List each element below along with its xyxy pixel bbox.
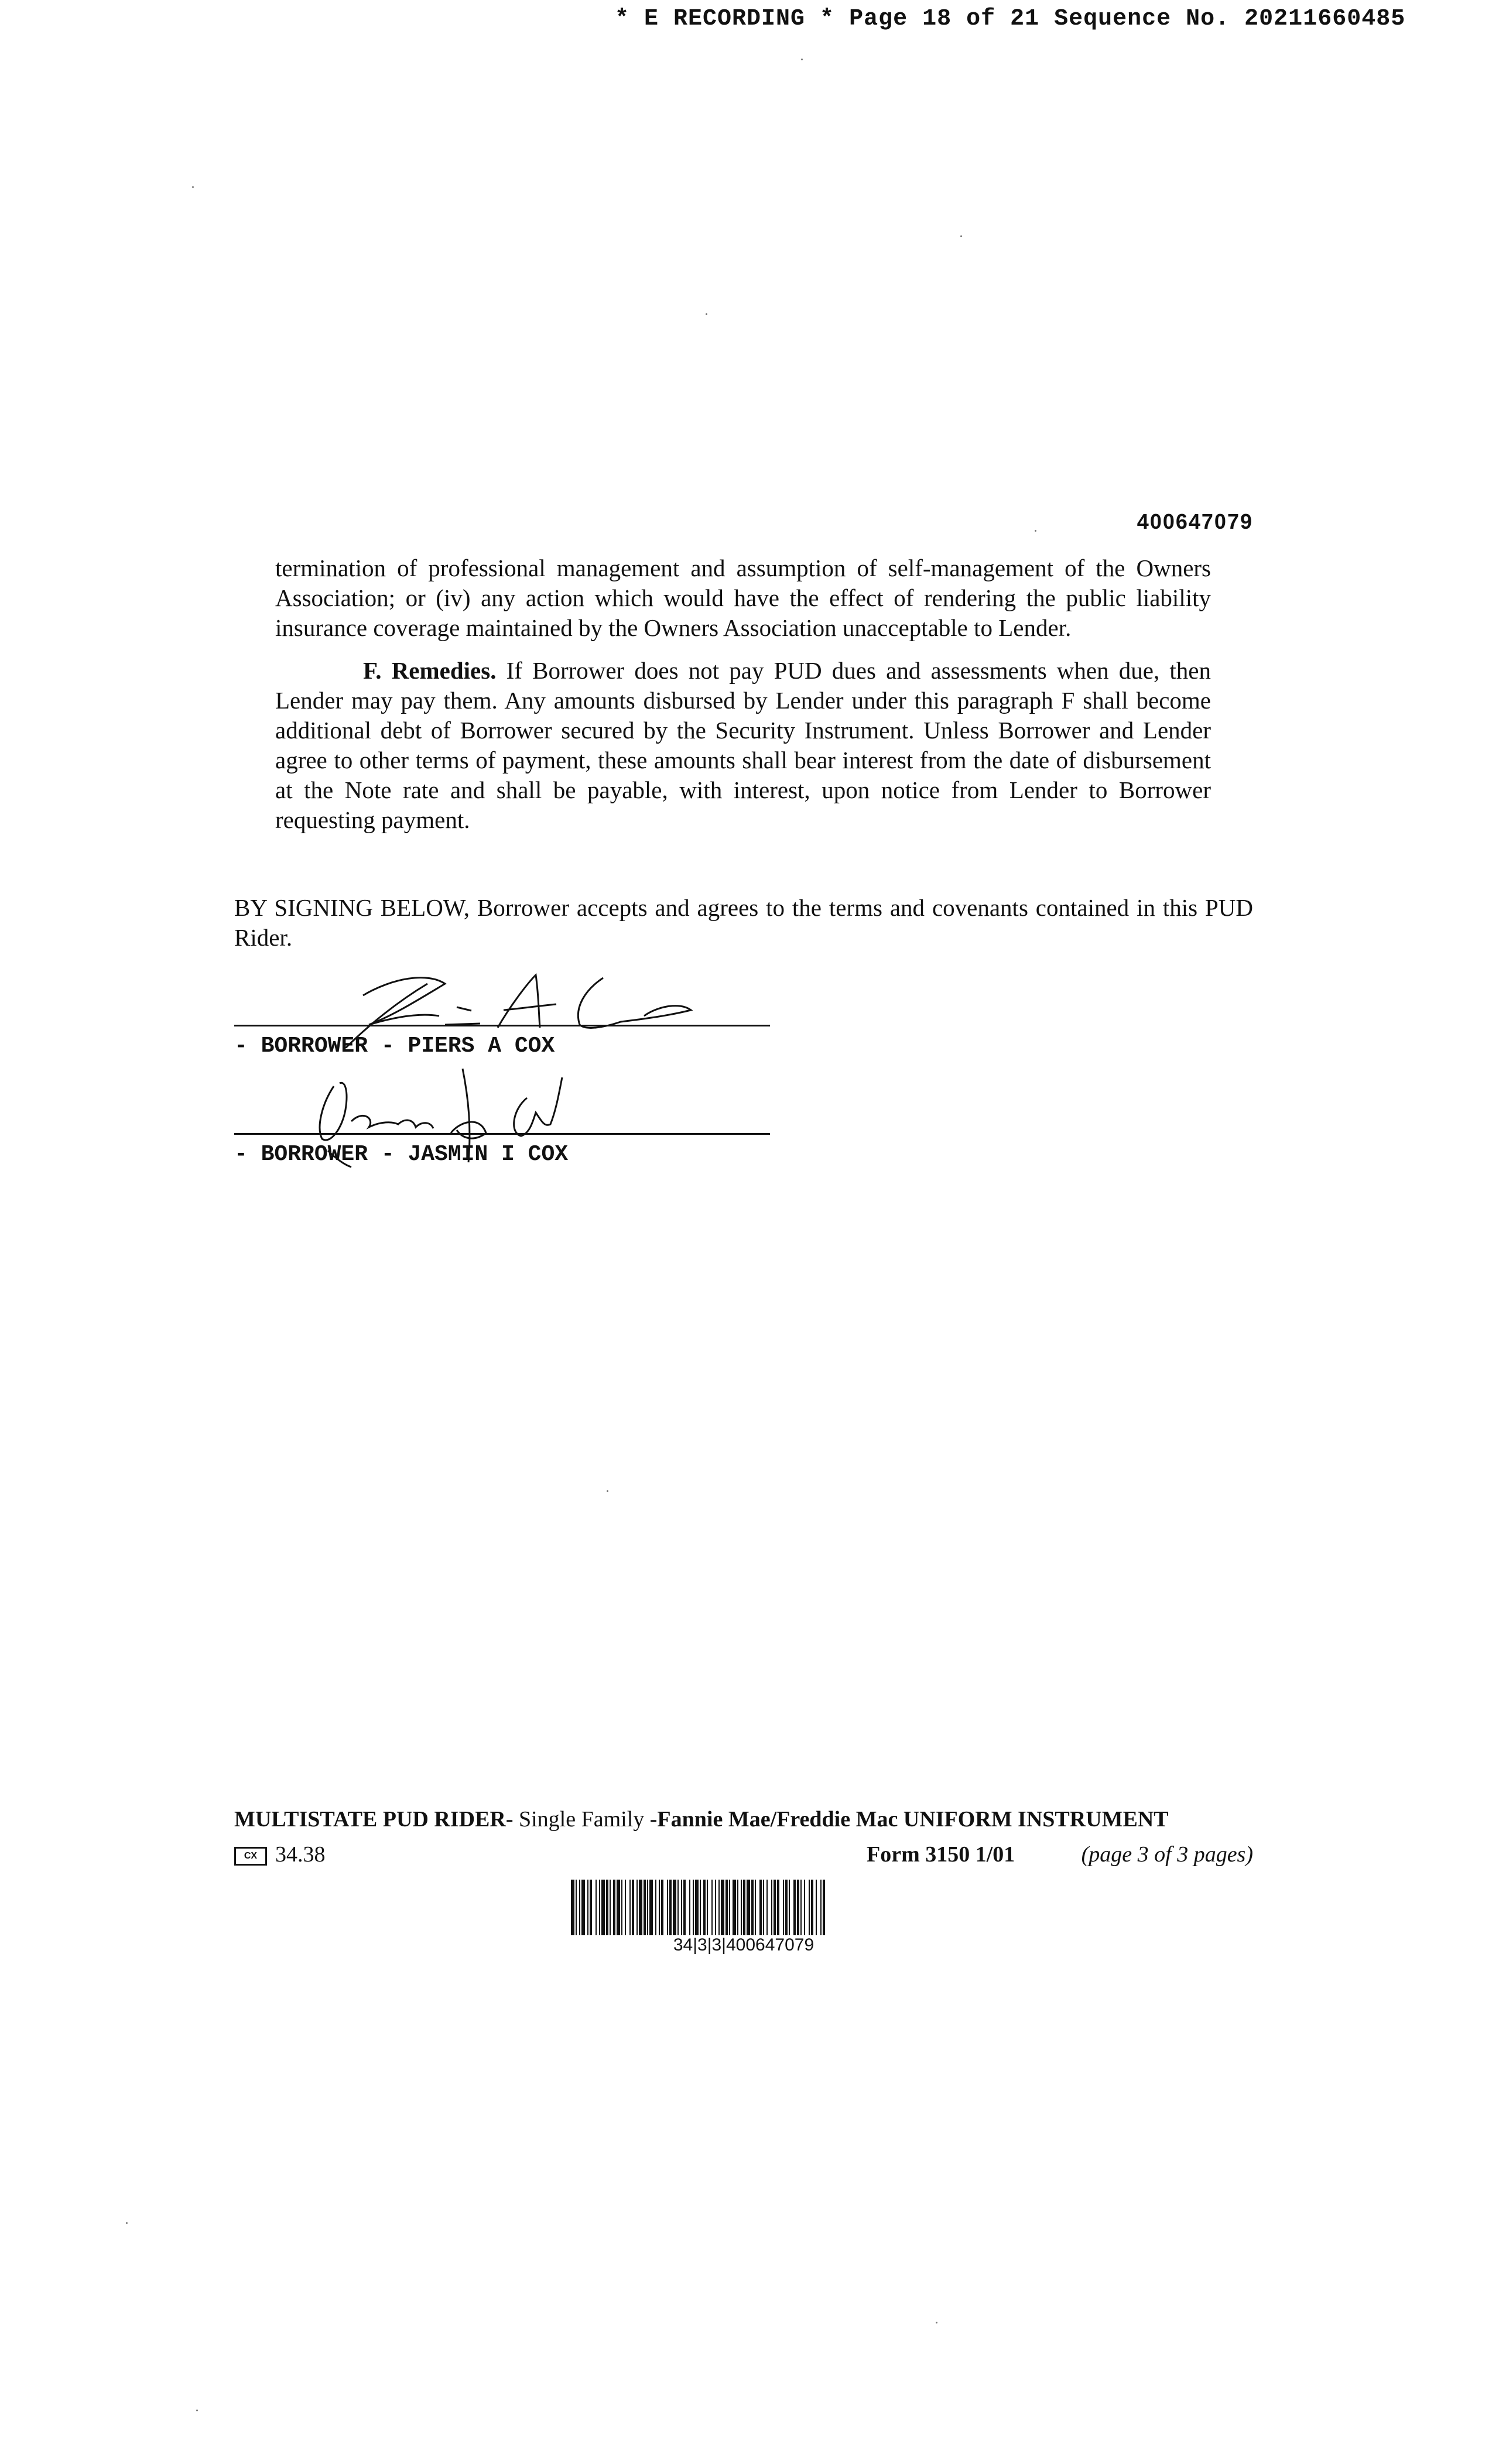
signature-line-1: [234, 1025, 770, 1026]
recording-header: * E RECORDING * Page 18 of 21 Sequence No. 20211660485: [615, 6, 1406, 32]
barcode-bar: [711, 1880, 713, 1935]
scan-speck: [196, 2410, 198, 2411]
barcode-bar: [729, 1880, 730, 1935]
barcode-bar: [718, 1880, 720, 1935]
form-title-bold-2: -Fannie Mae/Freddie Mac UNIFORM INSTRUMENT: [649, 1807, 1169, 1832]
barcode-bar: [689, 1880, 690, 1935]
scan-speck: [1035, 530, 1036, 532]
scan-speck: [706, 313, 707, 315]
barcode-bar: [715, 1880, 716, 1935]
barcode-bar: [695, 1880, 699, 1935]
form-title-bold-1: MULTISTATE PUD RIDER-: [234, 1807, 514, 1832]
barcode-bar: [629, 1880, 631, 1935]
barcode-bar: [590, 1880, 592, 1935]
barcode-bar: [661, 1880, 663, 1935]
barcode-bar: [771, 1880, 772, 1935]
form-footer-row: [234, 1842, 1253, 1867]
barcode-bar: [669, 1880, 672, 1935]
scan-speck: [801, 59, 803, 60]
barcode-bar: [587, 1880, 588, 1935]
barcode-bar: [617, 1880, 620, 1935]
barcode-bar: [759, 1880, 762, 1935]
barcode-text: 34|3|3|400647079: [673, 1935, 814, 1955]
scan-speck: [126, 2222, 128, 2224]
barcode-bar: [747, 1880, 750, 1935]
barcode-bar: [793, 1880, 796, 1935]
barcode-bar: [707, 1880, 708, 1935]
signature-label-1: - BORROWER - PIERS A COX: [234, 1033, 555, 1059]
barcode-bar: [789, 1880, 790, 1935]
barcode-bar: [733, 1880, 736, 1935]
barcode-bar: [800, 1880, 802, 1935]
barcode-bar: [703, 1880, 706, 1935]
barcode-bar: [785, 1880, 788, 1935]
barcode-bar: [755, 1880, 756, 1935]
barcode-bar: [636, 1880, 638, 1935]
signature-line-2: [234, 1133, 770, 1135]
barcode-bar: [700, 1880, 701, 1935]
scan-speck: [607, 1490, 608, 1492]
barcode-bar: [766, 1880, 768, 1935]
barcode-bar: [820, 1880, 822, 1935]
barcode-bar: [816, 1880, 817, 1935]
remedies-body: If Borrower does not pay PUD dues and assessments when due, then Lender may pay them. Any amounts disbursed by Lender under this paragraph F shall become additional debt of Borrower secured by the Security Instrument. Unless Borrower and Lender agree to other terms of payment, these amounts shall bear interest from the date of disbursement at the Note rate and shall be payable, with interest, upon notice from Lender to Borrower requesting payment.: [275, 657, 1211, 833]
barcode-bar: [777, 1880, 779, 1935]
barcode-bar: [576, 1880, 577, 1935]
page-indicator: (page 3 of 3 pages): [1081, 1842, 1253, 1867]
form-title: [234, 1806, 1169, 1832]
barcode-bar: [579, 1880, 580, 1935]
barcode-bar: [811, 1880, 813, 1935]
barcode-bar: [667, 1880, 668, 1935]
barcode-bar: [647, 1880, 648, 1935]
barcode-bar: [601, 1880, 605, 1935]
barcode-bar: [644, 1880, 646, 1935]
barcode-bar: [725, 1880, 728, 1935]
form-number: Form 3150 1/01: [867, 1842, 1015, 1867]
barcode-icon: [571, 1880, 916, 1935]
barcode-bar: [621, 1880, 622, 1935]
barcode-bar: [797, 1880, 799, 1935]
barcode-bar: [741, 1880, 742, 1935]
scan-speck: [960, 235, 962, 237]
barcode-bar: [823, 1880, 825, 1935]
barcode-bar: [649, 1880, 653, 1935]
barcode-bar: [774, 1880, 776, 1935]
barcode-bar: [610, 1880, 611, 1935]
form-code: [234, 1842, 326, 1867]
scan-speck: [192, 186, 194, 188]
barcode-bar: [625, 1880, 626, 1935]
barcode-bar: [632, 1880, 634, 1935]
form-code-number: 34.38: [275, 1842, 326, 1867]
continuation-paragraph: termination of professional management and assumption of self-management of the Owners Association; or (iv) any action which would have the effect of rendering the public liability insurance coverage maintained by the Owners Association unacceptable to Lender.: [275, 555, 1211, 641]
barcode-bar: [613, 1880, 615, 1935]
barcode-bar: [693, 1880, 694, 1935]
barcode-bar: [681, 1880, 682, 1935]
form-title-normal: Single Family: [513, 1807, 650, 1832]
form-badge-icon: CX: [234, 1847, 267, 1866]
scan-speck: [936, 2322, 937, 2323]
barcode-bar: [683, 1880, 686, 1935]
signing-statement: BY SIGNING BELOW, Borrower accepts and agrees to the terms and covenants contained in this PUD Rider.: [234, 894, 1253, 951]
barcode-bar: [606, 1880, 608, 1935]
remedies-heading: F. Remedies.: [363, 657, 497, 684]
barcode-bar: [599, 1880, 600, 1935]
barcode-bar: [737, 1880, 738, 1935]
barcode-bar: [673, 1880, 676, 1935]
barcode-bar: [804, 1880, 805, 1935]
barcode-bar: [581, 1880, 585, 1935]
barcode-bar: [783, 1880, 784, 1935]
barcode-bar: [751, 1880, 754, 1935]
barcode-bar: [655, 1880, 656, 1935]
barcode-bar: [596, 1880, 597, 1935]
signature-label-2: - BORROWER - JASMIN I COX: [234, 1142, 569, 1167]
barcode-bar: [763, 1880, 764, 1935]
barcode-bar: [743, 1880, 745, 1935]
barcode-bar: [809, 1880, 810, 1935]
loan-number: 400647079: [1137, 509, 1253, 533]
barcode-bar: [639, 1880, 642, 1935]
barcode-bar: [721, 1880, 724, 1935]
remedies-paragraph: [275, 656, 1211, 835]
barcode-bar: [571, 1880, 574, 1935]
barcode-bar: [659, 1880, 660, 1935]
barcode-bar: [677, 1880, 679, 1935]
